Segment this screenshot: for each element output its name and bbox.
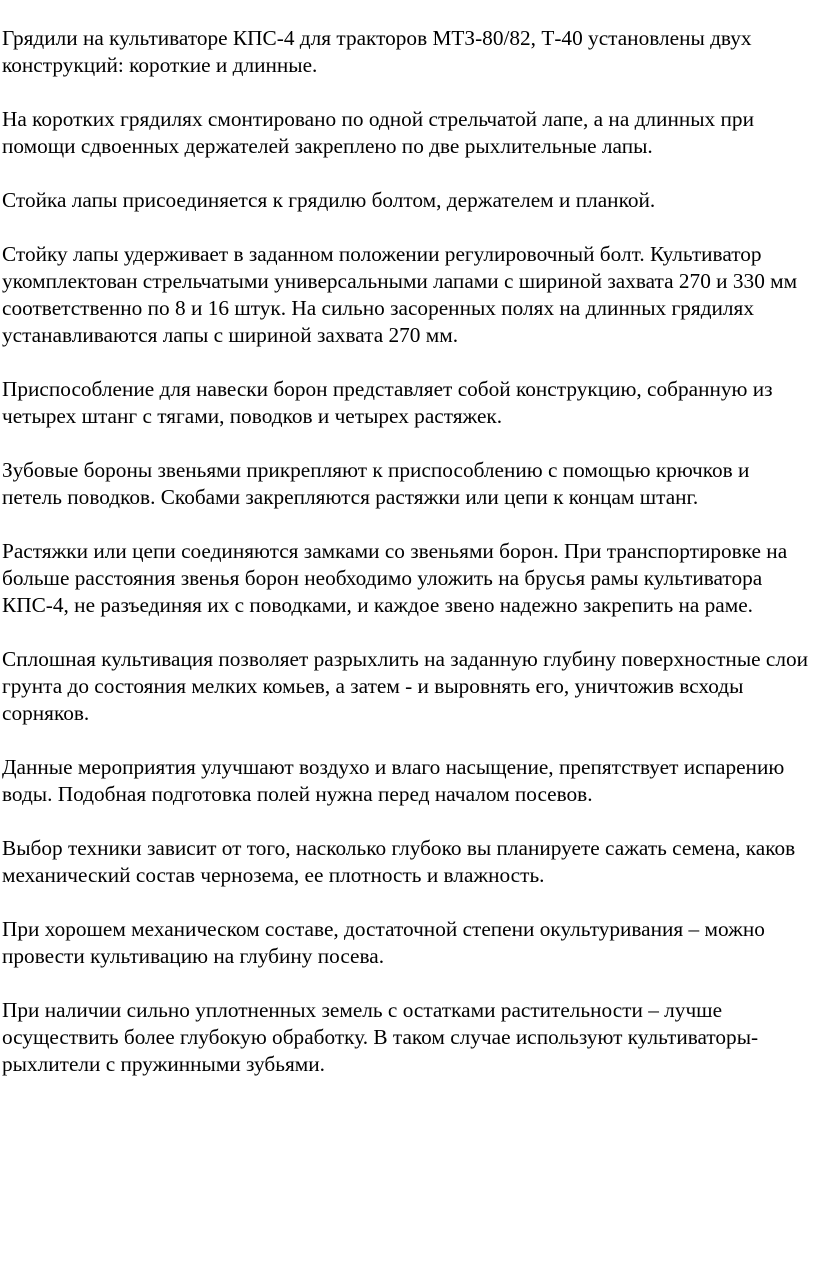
paragraph-10: Выбор техники зависит от того, насколько глубоко вы планируете сажать семена, каков механический состав чернозема, ее плотность и влажность. [2, 836, 796, 887]
paragraph-9: Данные мероприятия улучшают воздухо и влаго насыщение, препятствует испарению воды. Подобная подготовка полей нужна перед началом посевов. [2, 755, 785, 806]
document-body [2, 25, 814, 1105]
paragraph-6: Зубовые бороны звеньями прикрепляют к приспособлению с помощью крючков и петель поводков. Скобами закрепляются растяжки или цепи к концам штанг. [2, 458, 750, 509]
paragraph-8: Сплошная культивация позволяет разрыхлить на заданную глубину поверхностные слои грунта до состояния мелких комьев, а затем - и выровнять его, уничтожив всходы сорняков. [2, 647, 809, 725]
paragraph-7: Растяжки или цепи соединяются замками со звеньями борон. При транспортировке на больше расстояния звенья борон необходимо уложить на брусья рамы культиватора КПС-4, не разъединяя их с поводками, и каждое звено надежно закрепить на раме. [2, 539, 788, 617]
paragraph-4: Стойку лапы удерживает в заданном положении регулировочный болт. Культиватор укомплектован стрельчатыми универсальными лапами с шириной захвата 270 и 330 мм соответственно по 8 и 16 штук. На сильно засоренных полях на длинных грядилях устанавливаются лапы с шириной захвата 270 мм. [2, 242, 798, 347]
paragraph-5: Приспособление для навески борон представляет собой конструкцию, собранную из четырех штанг с тягами, поводков и четырех растяжек. [2, 377, 773, 428]
paragraph-2: На коротких грядилях смонтировано по одной стрельчатой лапе, а на длинных при помощи сдвоенных держателей закреплено по две рыхлительные лапы. [2, 107, 754, 158]
paragraph-1: Грядили на культиваторе КПС-4 для тракторов МТЗ-80/82, Т-40 установлены двух конструкций: короткие и длинные. [2, 26, 752, 77]
paragraph-11: При хорошем механическом составе, достаточной степени окультуривания – можно провести культивацию на глубину посева. [2, 917, 765, 968]
paragraph-3: Стойка лапы присоединяется к грядилю болтом, держателем и планкой. [2, 188, 656, 212]
paragraph-12: При наличии сильно уплотненных земель с остатками растительности – лучше осуществить более глубокую обработку. В таком случае используют культиваторы-рыхлители с пружинными зубьями. [2, 998, 759, 1076]
